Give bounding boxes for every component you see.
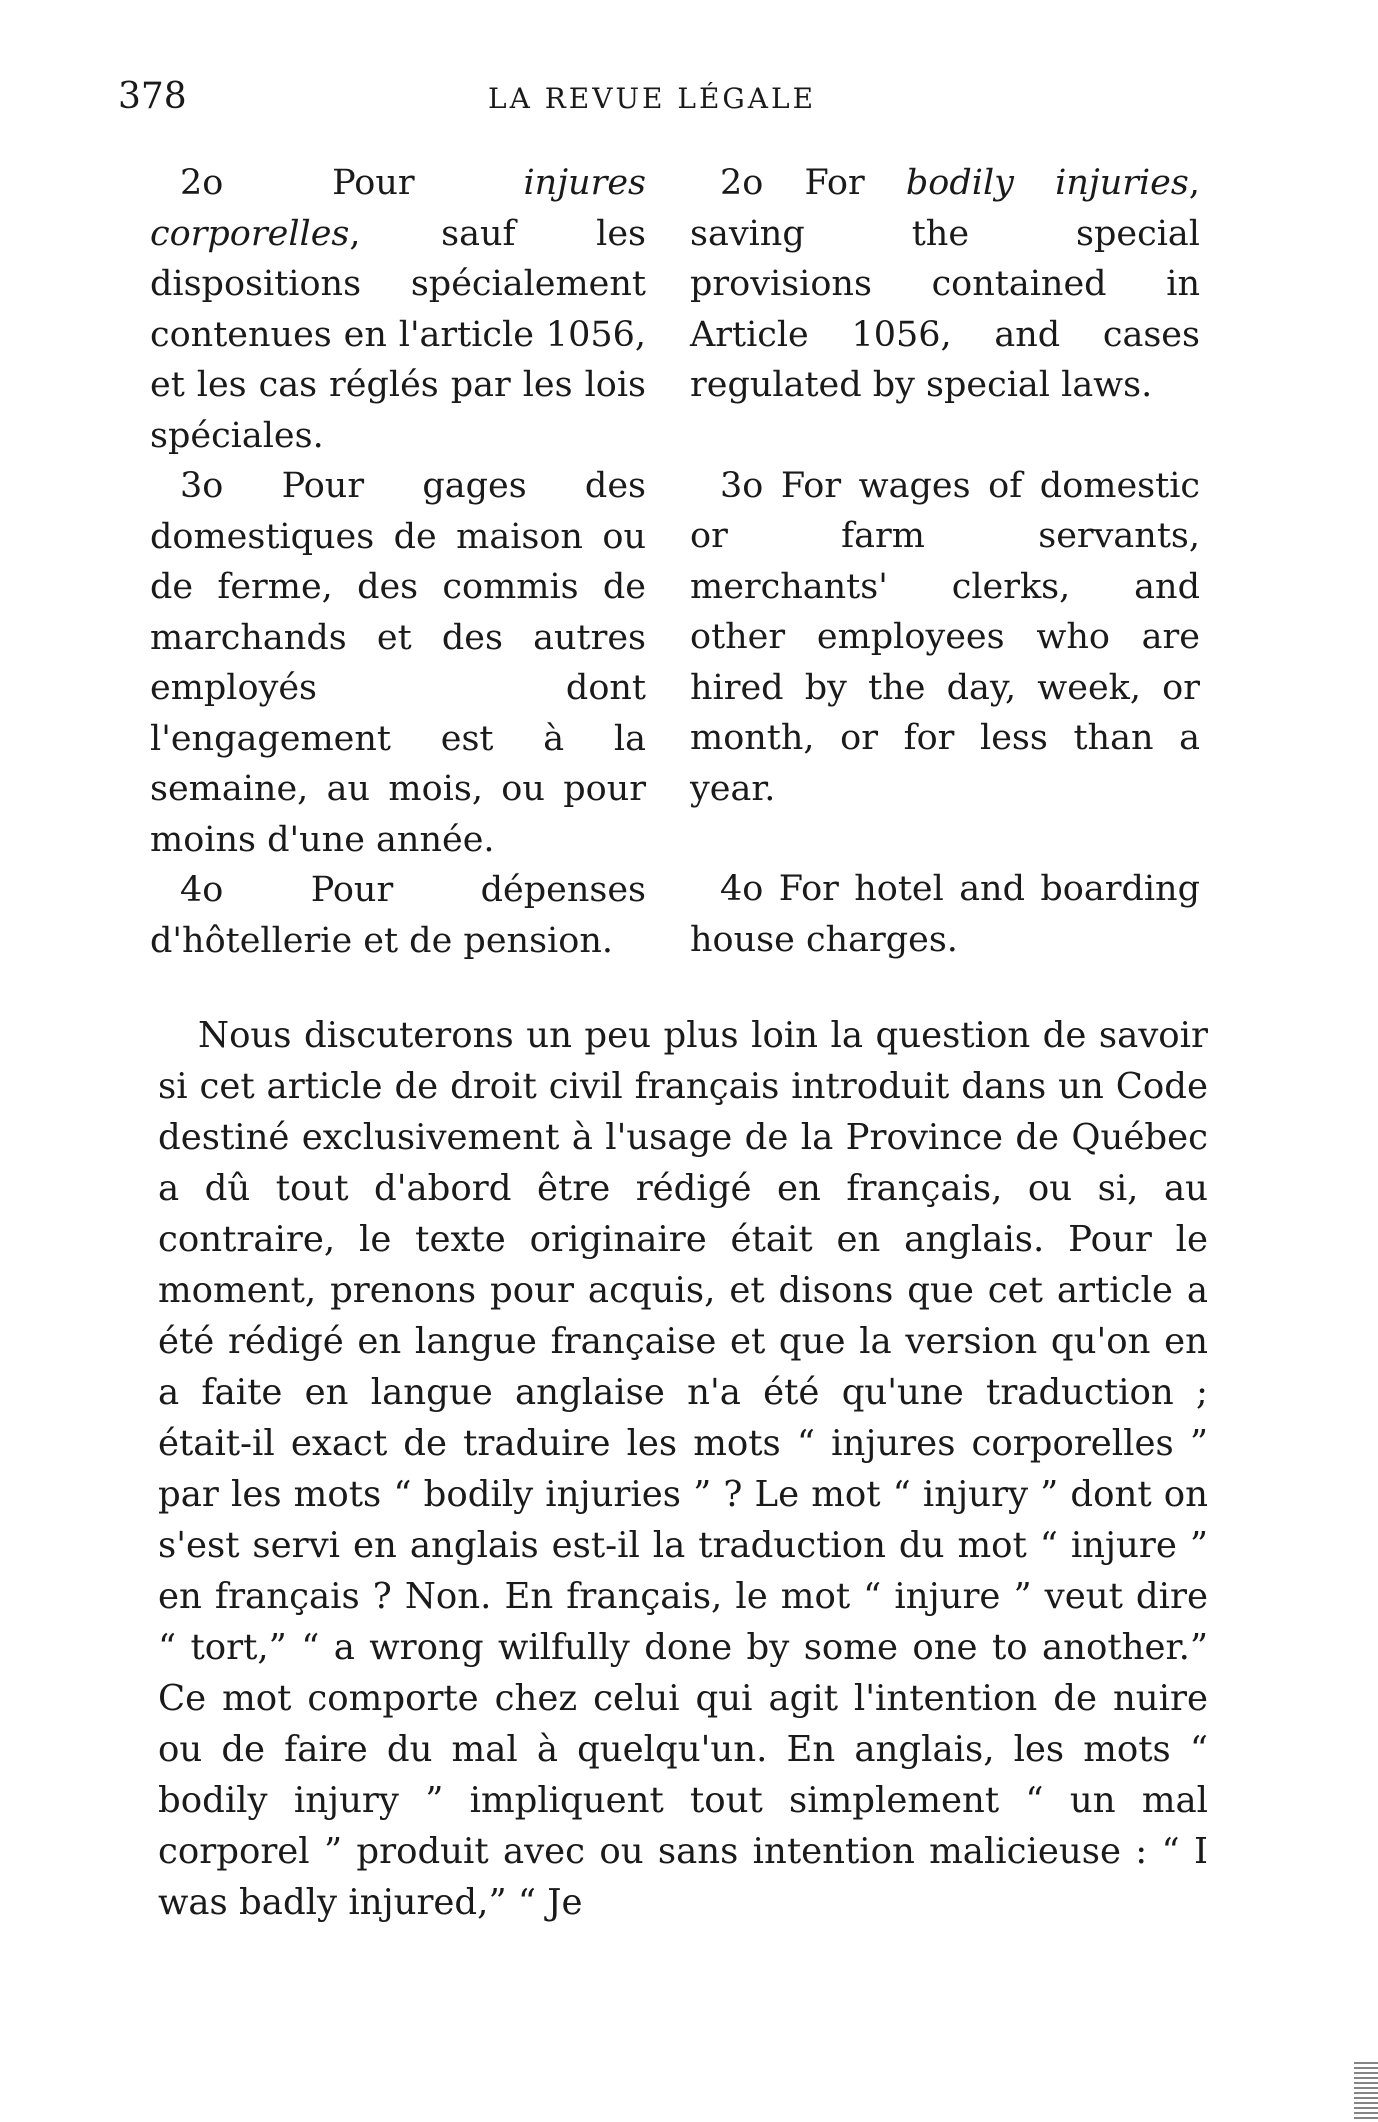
journal-title: LA REVUE LÉGALE (488, 82, 817, 115)
body-paragraph: Nous discuterons un peu plus loin la question de savoir si cet article de droit civil français introduit dans un Code destiné exclusivement à l'usage de la Province de Québec a dû tout d'abord être rédigé en français, ou si, au contraire, le texte originaire était en anglais. Pour le moment, prenons pour acquis, et disons que cet article a été rédigé en langue française et que la version qu'on en a faite en langue anglaise n'a été qu'une traduction ; était-il exact de traduire les mots “ injures corporelles ” par les mots “ bodily injuries ” ? Le mot “ injury ” dont on s'est servi en anglais est-il la traduction du mot “ injure ” en français ? Non. En français, le mot “ injure ” veut dire “ tort,” “ a wrong wilfully done by some one to another.” Ce mot comporte chez celui qui agit l'intention de nuire ou de faire du mal à quelqu'un. En anglais, les mots “ bodily injury ” impliquent tout simplement “ un mal corporel ” produit avec ou sans intention malicieuse : “ I was badly injured,” “ Je (158, 1015, 1208, 1923)
page-number: 378 (118, 76, 187, 117)
french-item-2-text: , sauf les dispositions spécialement contenues en l'article 1056, et les cas réglés par les lois spéciales. (150, 213, 646, 456)
english-item-2-text: , saving the special provisions contained in Article 1056, and cases regulated by special laws. (690, 163, 1200, 405)
french-item-2 (150, 158, 646, 461)
english-item-2-label: 2o For (720, 163, 906, 203)
english-column (690, 158, 1200, 965)
english-item-3: 3o For wages of domestic or farm servants, merchants' clerks, and other employees who are hired by the day, week, or month, or for less than a year. (690, 465, 1200, 809)
french-item-2-label: 2o Pour (180, 163, 524, 203)
english-item-4: 4o For hotel and boarding house charges. (690, 869, 1200, 960)
english-item-2 (690, 158, 1200, 411)
french-column (150, 158, 646, 966)
french-item-3: 3o Pour gages des domestiques de maison ou de ferme, des commis de marchands et des autres employés dont l'engagement est à la semaine, au mois, ou pour moins d'une année. (150, 466, 646, 860)
running-head (118, 76, 1218, 126)
french-item-2-italic: injures corporelles (150, 163, 646, 254)
french-item-4: 4o Pour dépenses d'hôtellerie et de pension. (150, 870, 646, 961)
english-item-2-italic: bodily injuries (905, 163, 1189, 203)
scan-edge-artifact (1354, 2062, 1378, 2122)
